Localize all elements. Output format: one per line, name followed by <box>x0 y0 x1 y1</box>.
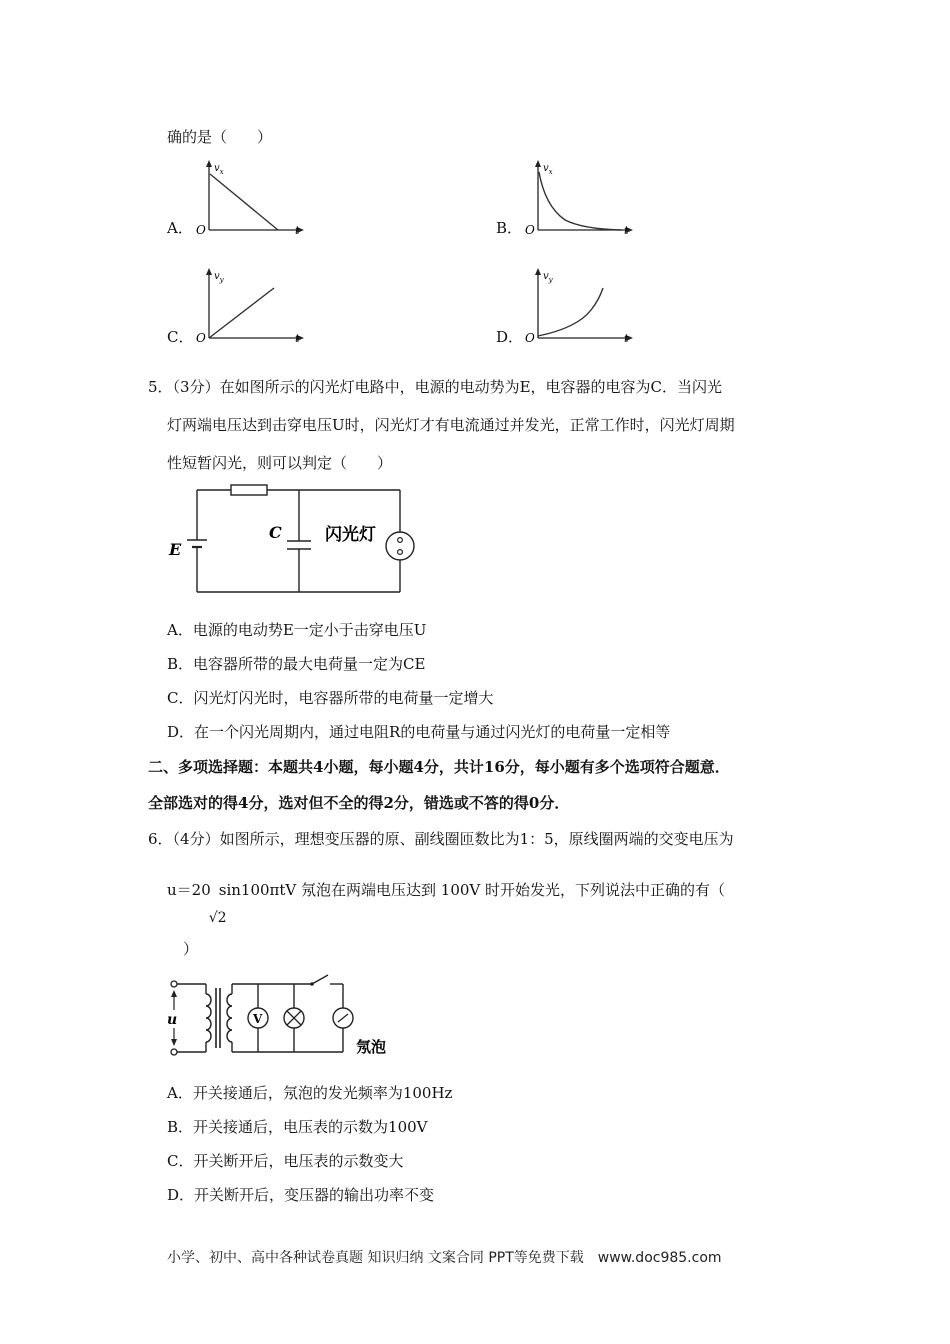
q4-graph-d <box>521 266 641 348</box>
q5-stem-line2: 灯两端电压达到击穿电压U时，闪光灯才有电流通过并发光，正常工作时，闪光灯周期 <box>167 416 735 434</box>
primary-coil <box>206 994 211 1042</box>
q6-eq-suffix: sin100πtV 氖泡在两端电压达到 100V 时开始发光，下列说法中正确的有（ <box>218 881 726 899</box>
q4-graph-c-ylabel: $v_y$ <box>214 271 224 284</box>
q5-stem-line1: 5．（3分）在如图所示的闪光灯电路中，电源的电动势为E，电容器的电容为C．当闪光 <box>148 378 723 396</box>
flash-lamp-symbol <box>386 532 414 560</box>
q4-graph-d-curve <box>538 288 603 336</box>
q4-graph-b-xlabel: t <box>624 224 629 237</box>
q4-option-b-label: B． <box>496 219 523 237</box>
footer-watermark: 小学、初中、高中各种试卷真题 知识归纳 文案合同 PPT等免费下载 www.doc985.com <box>167 1250 722 1266</box>
q6-eq-sqrt: √2 <box>208 910 227 926</box>
q4-graph-a <box>192 158 312 240</box>
q6-input-label: u <box>167 1012 178 1028</box>
q4-stem-tail: 确的是（ ） <box>167 128 273 146</box>
section2-heading-line2: 全部选对的得4分，选对但不全的得2分，错选或不答的得0分． <box>148 794 570 812</box>
secondary-coil <box>227 994 232 1042</box>
q6-option-d: D．开关断开后，变压器的输出功率不变 <box>167 1186 435 1204</box>
q6-transformer-circuit <box>162 972 402 1064</box>
q5-capacitor-label: C <box>269 523 282 542</box>
q6-option-a: A．开关接通后，氖泡的发光频率为100Hz <box>167 1084 453 1102</box>
q5-source-label: E <box>169 540 182 559</box>
q6-option-b: B．开关接通后，电压表的示数为100V <box>167 1118 428 1136</box>
q6-option-c: C．开关断开后，电压表的示数变大 <box>167 1152 404 1170</box>
q4-graph-a-origin: O <box>196 223 206 237</box>
q4-option-d-label: D． <box>496 328 524 346</box>
q5-option-c: C．闪光灯闪光时，电容器所带的电荷量一定增大 <box>167 689 494 707</box>
q4-graph-c <box>192 266 312 348</box>
q6-equation-line <box>167 880 726 926</box>
switch-symbol <box>312 975 328 984</box>
q4-graph-d-origin: O <box>525 331 535 345</box>
q4-graph-a-ylabel: $v_x$ <box>214 163 224 176</box>
q6-stem-line1: 6．（4分）如图所示，理想变压器的原、副线圈匝数比为1：5，原线圈两端的交变电压为 <box>148 830 734 848</box>
q4-graph-c-curve <box>209 288 274 338</box>
q4-graph-d-xlabel: t <box>624 332 629 345</box>
q4-option-c-label: C． <box>167 328 194 346</box>
q4-graph-c-xlabel: t <box>295 332 300 345</box>
q5-option-a: A．电源的电动势E一定小于击穿电压U <box>167 621 427 639</box>
q4-graph-b-curve <box>539 172 621 230</box>
q4-option-a-label: A． <box>167 219 193 237</box>
q5-lamp-label: 闪光灯 <box>325 525 376 545</box>
q4-graph-a-curve <box>210 174 278 230</box>
q5-option-b: B．电容器所带的最大电荷量一定为CE <box>167 655 426 673</box>
q4-graph-b-ylabel: $v_x$ <box>543 163 553 176</box>
section2-heading-line1: 二、多项选择题：本题共4小题，每小题4分，共计16分，每小题有多个选项符合题意． <box>148 758 730 776</box>
q5-option-d: D．在一个闪光周期内，通过电阻R的电荷量与通过闪光灯的电荷量一定相等 <box>167 723 671 741</box>
q6-close-paren: ） <box>183 940 199 958</box>
q4-graph-c-origin: O <box>196 331 206 345</box>
q4-graph-a-xlabel: t <box>295 224 300 237</box>
q4-graph-b-origin: O <box>525 223 535 237</box>
q4-graph-d-ylabel: $v_y$ <box>543 271 553 284</box>
q5-circuit-diagram <box>165 480 425 598</box>
q5-stem-line3: 性短暂闪光，则可以判定（ ） <box>167 454 393 472</box>
q4-graph-b <box>521 158 641 240</box>
voltmeter-label: V <box>253 1012 263 1026</box>
q6-eq-prefix: u＝20 <box>167 881 211 899</box>
resistor-symbol <box>231 485 267 495</box>
q6-bulb-label: 氖泡 <box>356 1038 387 1056</box>
